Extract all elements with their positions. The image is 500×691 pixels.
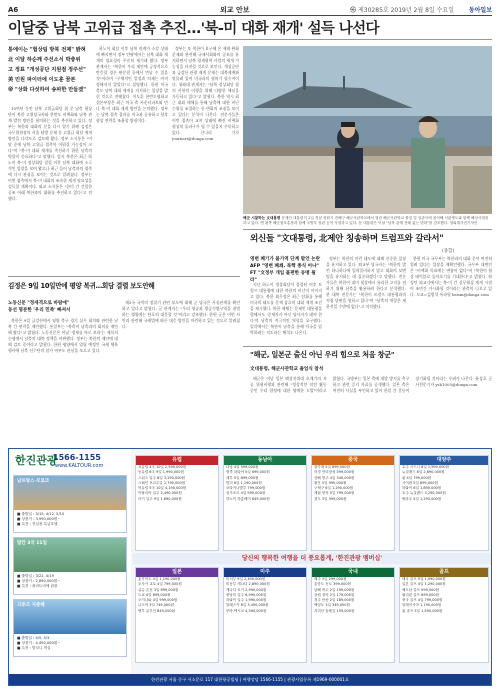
ad-card[interactable]: 발칸 3국 11일 ■ 출발일 : 3/22, 4/19 ■ 상품가 : 2,890,000원~ ■ 특전 : 플리트비체 관광 <box>13 537 127 595</box>
divider <box>243 346 492 347</box>
section-name: 외교 안보 <box>220 5 250 14</box>
ad-column[interactable]: 국내 제주 3일 299,000원 울릉도 독도 399,000원 남해 여수 2일 199,000원 강원 설악 2일 179,000원 경주 안동 2일 189,000원 백령도 3일 349,000원 지리산 둘레길 159,000원 <box>311 567 395 663</box>
travel-advertisement[interactable] <box>8 448 492 686</box>
page-number: A6 <box>8 5 19 14</box>
ad-phone: 1566-1155 <box>53 453 101 462</box>
ad-logo: 한진관광 <box>15 454 58 467</box>
issue-date: ㉿ 제30285호 2019년 2월 8일 수요일 <box>350 7 454 14</box>
ad-left-panel <box>9 449 131 685</box>
newspaper-logo: 동아일보 <box>468 7 492 14</box>
sub-headline-left: 김정은 9일 10일만에 평양 복귀…회담 결렬 보도안해 <box>8 282 155 290</box>
photo-caption <box>243 216 492 226</box>
mid-article-body: 해군은 이날 일본 해상자위대 초계기의 저공 위협비행과 관련해 "정상적인 작전 활동 중인 우리 함정에 대한 명백한 도발"이라고 밝혔다. 국방부는 일본 측에 재발 방지를 촉구하고 관련 증거 자료를 공개했다. 일본 측은 여전히 사실을 부인하고 있어 한일 간 갈등이 장기화될 것이라는 우려가 나온다. 윤상호 군사전문기자 ysh1005@donga.com <box>250 376 492 393</box>
divider <box>243 229 492 230</box>
ad-card[interactable]: 크루즈 지중해 ■ 출발일 : 4/5, 5/3 ■ 상품가 : 4,490,000원~ ■ 특전 : 발코니 객실 <box>13 599 127 657</box>
mid-kicker: 文대통령, 해군사관학교 졸업식 참석 <box>250 367 324 372</box>
ad-column[interactable]: 일본 홋카이도 4일 1,190,000원 오사카 교토 4일 799,000원 큐슈 온천 3일 699,000원 도쿄 4일 899,000원 오키나와 4일 999,000원 나고야 3일 749,000원 벳부 유후인 849,000원 <box>135 567 219 663</box>
caption-title: 해군 시찰하는 文대통령 <box>243 216 281 220</box>
divider <box>8 276 240 277</box>
deck-line: 帝 "상화 다섯하여 송파한 만들겠" <box>8 87 86 93</box>
sub-headline-mid: "해군, 일본군 출신 아닌 우리 힘으로 처음 창군" <box>250 350 395 359</box>
ad-column[interactable]: 중국 장가계 5일 899,000원 북경 만리장성 599,000원 상해 항주 4일 549,000원 황산 5일 999,000원 구채구 6일 1,290,000원 계림 양삭 5일 799,000원 청도 3일 399,000원 <box>311 455 395 551</box>
left-kickers: 노동신문 "정세격으로 바람에" 동선 명분한 '우리 민족' 빠져서 <box>8 301 71 313</box>
deck-line: 고 정표 "개성공단 지원점 정주선" <box>8 67 86 73</box>
ad-footer: 한진관광 서울 중구 서소문로 117 대한항공빌딩 | 여행상담 1566-1155 | 관광사업등록 제1969-000001호 <box>9 674 491 685</box>
right-article-col2: 정부는 북한의 이런 태도에 대해 신중한 입장을 유지하고 있다. 외교부 당국자는 "북한의 발언 하나하나에 일희일비하지 않고 대화의 모멘텀을 유지하는 데 집중하겠다"고 말했다. 전문가들은 북한이 대미 협상에서 유리한 고지를 점하기 위해 남측을 활용하려 한다고 분석했다. 한 대북 전문가는 "북한이 트럼프 대통령과의 직접 담판을 원하고 있다"며 "남측의 역할은 제한적일 수밖에 없다"고 지적했다. <box>326 256 406 309</box>
ad-product-grid <box>133 449 491 685</box>
ad-column[interactable]: 미주 미서부 9일 2,490,000원 미동부 캐나다 2,890,000원 캐나다 로키 2,990,000원 중남미 일주 6,990,000원 하와이 일주 1,990,000원 알래스카 8일 3,490,000원 쿠바 멕시코 4,590,000원 <box>223 567 307 663</box>
ad-column[interactable]: 골프 태국 골프 5일 1,090,000원 일본 골프 4일 1,290,000원 베트남 골프 999,000원 필리핀 골프 899,000원 중국 골프 4일 799,000원 말레이시아 1,190,000원 괌 골프 5일 1,590,000원 <box>399 567 489 663</box>
right-article-col1: 지난 하노이 정상회담이 결렬된 이후 트럼프 대통령에 대한 북한의 비난이 이어지고 있다. 북한 외무성은 최근 담화를 통해 미국의 태도를 문제 삼으며 대화 재개 조건을 제시했다. 북한 매체는 문재인 대통령을 향해서도 '중재자가 아닌 당사자가 돼야 한다'며 남측의 적극적인 역할을 요구했다. 일각에서는 북한이 남측을 통해 미국을 압박하려는 의도라는 해석도 나온다. <box>250 282 322 335</box>
main-headline: 이달중 남북 고위급 접촉 추진…'북-미 대화 재개' 설득 나선다 <box>8 18 492 40</box>
ad-column[interactable]: 동남아 다낭 4일 599,000원 방콕 파타야 5일 699,000원 세부 5일 899,000원 발리 6일 1,190,000원 코타키나발루 799,000원 싱가포르 4일 990,000원 하노이 하롱베이 649,000원 <box>223 455 307 551</box>
sub-headline-tag: (종합) <box>442 249 455 254</box>
ad-membership-banner[interactable]: 당신의 행복한 여행을 더 풍요롭게, '한진관광 멤버십' <box>133 553 491 564</box>
right-article-col3: 한편 미국 국무부는 북한과의 대화 문이 여전히 열려 있다는 입장을 재확인했다. 국무부 대변인은 "비핵화 목표에는 변함이 없다"며 "북한이 협상 테이블로 돌아오기를 기대한다"고 밝혔다. 워싱턴 외교가에서는 북-미 간 실무협상 재개 시점이 조만간 가시화될 것이라는 관측이 나오고 있다. 도쿄=김범석 특파원 bsism@donga.com <box>410 256 492 297</box>
main-article-col3: 정부는 또 북한이 요구해 온 제재 완화 문제와 관련해 국제사회와의 공조를 유지하면서 남북 경제협력 사업의 재개 가능성을 타진할 것으로 보인다. 개성공단과 금강산 관광 재개 문제는 대북제재와 맞물려 있어 미국과의 협의가 필수적이다. 청와대 관계자는 "남북 정상회담 합의 사항의 이행을 위해 다양한 채널을 가동하고 있다"고 밝혔다. 북한 역시 최근 대외 매체를 통해 남측에 대한 비난 수위를 조절하는 등 변화의 조짐을 보이고 있다는 분석이 나온다. 전문가들은 이번 접촉이 교착 상태에 빠진 비핵화 협상의 돌파구가 될 수 있을지 주목하고 있다. 신나리 기자 journari@donga.com <box>172 46 239 141</box>
news-photo <box>243 46 492 214</box>
page-header <box>8 4 492 16</box>
deck-line: 통에이는 "협상팀 방북 전제" 밝혀 <box>8 47 86 53</box>
deck-line: 北 이달 하순께 주선소식 박충위 <box>8 57 81 63</box>
deck-line: 美 민원 파이터에 이도훈 꿈본 <box>8 77 76 83</box>
ad-column[interactable]: 유럽 서유럽 4국 10일 2,590,000원 동유럽 6국 9일 1,990,000원 스위스 일주 8일 3,290,000원 스페인 포르투갈 2,790,000원 북유럽 5국 10일 4,190,000원 이탈리아 일주 2,490,000원 터키 일주 9일 1,690,000원 <box>135 455 219 551</box>
main-article-col2: 하노이 회담 이후 남북 관계가 소강 상태에 빠지면서 정부 안팎에서는 남북 대화 재개의 필요성이 꾸준히 제기돼 왔다. 정부 관계자는 "북한이 우리 제안에 긍정적으로 반응할 경우 판문점 등에서 만날 수 있을 것"이라며 "구체적인 일정과 의제는 아직 정해지지 않았다"고 설명했다. 한편 미국 측도 남북 대화 재개를 지지하는 입장을 밝힌 것으로 전해졌다. 이도훈 한반도평화교섭본부장은 최근 미국 측 카운터파트와 만나 북-미 대화 재개 방안을 논의했다. 정부는 남북 접촉 결과를 미국과 공유하고 향후 협상 전략을 조율할 방침이다. <box>96 46 168 123</box>
headline-deck <box>8 46 92 96</box>
ad-card[interactable]: 남프랑스·모로코 ■ 출발일 : 3/15, 4/12, 5/10 ■ 상품가 : 3,990,000원~ ■ 특전 : 전일정 특급호텔 <box>13 475 127 533</box>
left-article-body2: 제3국 국적의 정찰기 관련 보도에 대해 군 당국은 사실관계를 확인하고 있다고 밝혔다. 군 관계자는 "우리 영공과 방공식별구역을 침범하는 행위에는 단호히 대응할 것"이라고 강조했다. 한편 군은 이번 사안과 관련해 국제법에 따른 대응 방안을 마련하고 있는 것으로 알려졌다. <box>122 300 240 329</box>
right-kickers: 영변 폐기가 불가역 단계 발언 논란 AFP "영변 폐쇄, 북핵 종식 아냐" FT "文정부 개입 불편한 동맹 될라" <box>250 257 321 283</box>
caption-text: 문재인 대통령이 2일 경남 창원시 진해구 해군사관학교에서 열린 해군사관학교 졸업 및 임관식에 참석해 사관생도와 함께 해상사열을 하고 있다. 맨 왼쪽 해군참모총장과 함께 국방부 장관 등이 사열하고 있다. 문 대통령은 이날 "남북 관계 전례 없는 변화"를 강조했다. 청와대사진기자단 <box>243 216 489 225</box>
sub-headline-right: 외신들 "文대통령, 北제안 칭송하며 트럼프와 갈라서" <box>250 234 444 244</box>
ad-url[interactable]: www.KALTOUR.com <box>55 463 104 469</box>
ad-column[interactable]: 대양주 호주 시드니 6일 1,990,000원 뉴질랜드 8일 2,690,000원 괌 4일 799,000원 사이판 5일 899,000원 하와이 6일 1,890,000원 호주 뉴질랜드 3,290,000원 팔라우 5일 1,290,000원 <box>399 455 489 551</box>
left-article-body: 북한은 9일 금강산에서 평양 축구 경기 실무 회의와 관련한 남북 간 연락을 제안했다. 통일부는 "북측이 남측과의 회의를 제안해 왔다"고 밝혔다. 노동신문은 이날 '정세를 바로 보라'는 제목의 논평에서 남측의 대북 정책을 비판했다. 정부는 북한의 제안에 대해 검토 중이라고 밝혔다. 한편 평양에서 열릴 예정인 국제 체육 행사에 남측 선수단의 참가 여부도 관심을 모으고 있다. <box>8 318 118 353</box>
main-article-col1: 10여년 동안 남북 고위급회담 위 중 남측 협상단이 북한 고위당국자와 한반도 비핵화와 남북 관계 발전 방안을 협의하는 것을 추진하고 있다. 정부는 북한과 대화의 문을 다시 열기 위해 김정은 국무위원장의 서울 답방 문제 등 고위급 회담 재개 방안을 다각도로 검토해 왔다. 정부 소식통은 "이달 중에 남북 고위급 접촉이 이뤄질 가능성이 크다"며 "북-미 대화 재개를 촉진하기 위한 남측의 역할이 중요하다"고 말했다. 앞서 북한은 최근 하노이 북-미 정상회담 결렬 이후 남북 대화에 소극적인 입장을 보여 왔으나 최근 들어 남측과의 접촉에 다시 관심을 보이는 것으로 알려졌다. 정부는 이번 접촉에서 북-미 대화의 조속한 재개 필요성을 설득할 계획이다. 외교 소식통은 "한미 간 긴밀한 공조 아래 북한과의 대화를 추진하고 있다"고 전했다. <box>8 106 92 201</box>
